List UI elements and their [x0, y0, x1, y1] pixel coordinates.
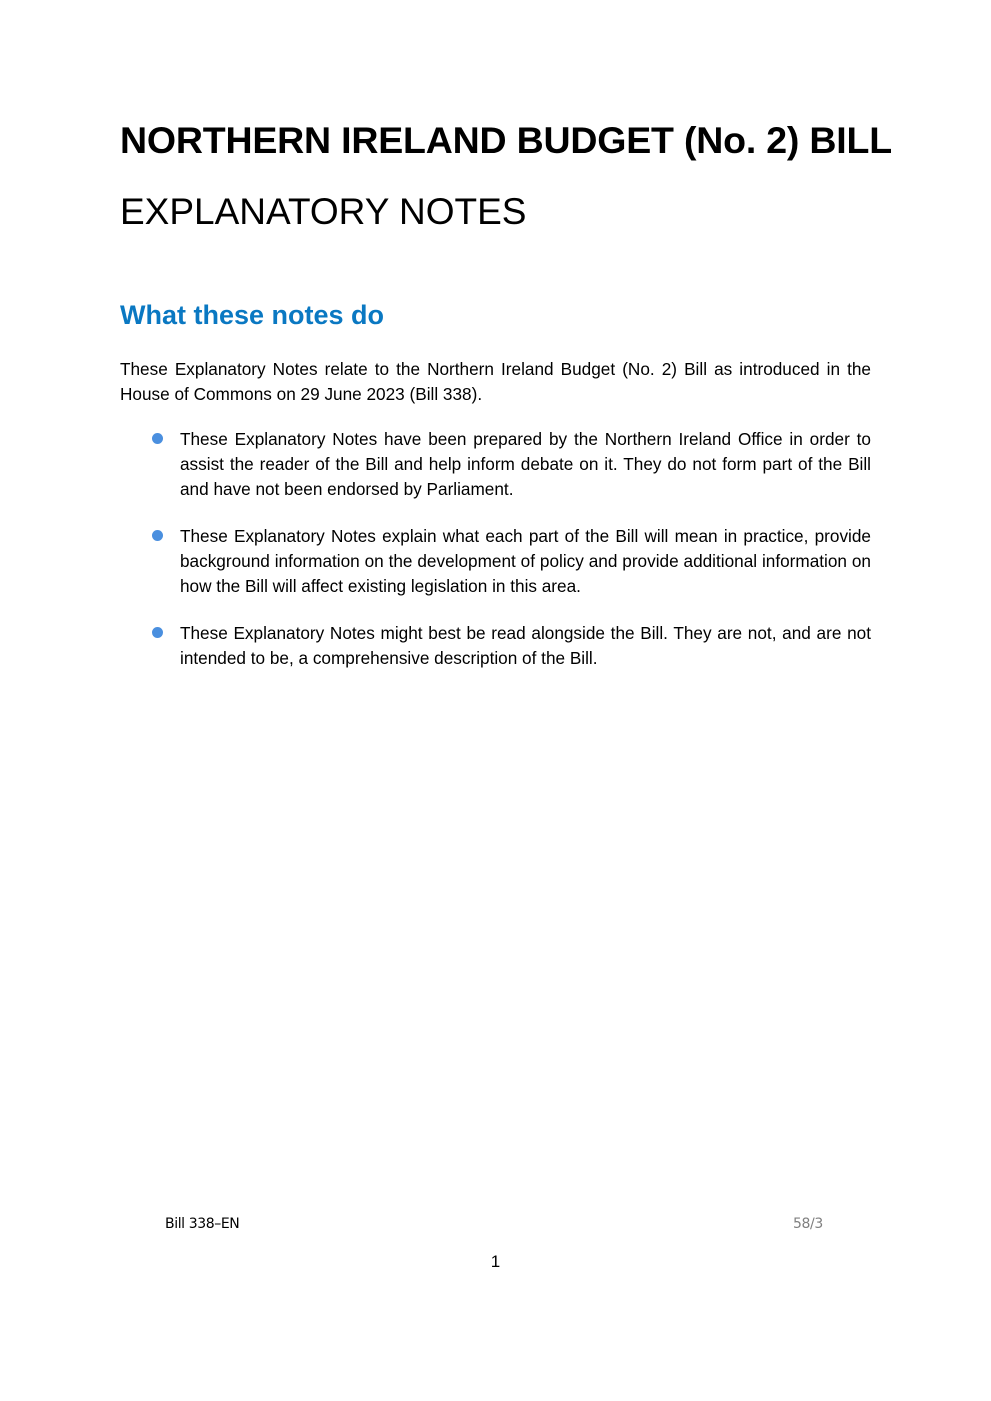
- bullet-text: These Explanatory Notes might best be read alongside the Bill. They are not, and are not intended to be, a comprehensive description of the Bill.: [180, 623, 871, 668]
- footer-bill-ref: Bill 338–EN: [165, 1216, 240, 1232]
- document-title: NORTHERN IRELAND BUDGET (No. 2) BILL: [120, 119, 892, 161]
- footer-code: 58/3: [793, 1216, 823, 1232]
- bullet-dot-icon: [152, 530, 163, 541]
- intro-paragraph: These Explanatory Notes relate to the Northern Ireland Budget (No. 2) Bill as introduced in the House of Commons on 29 June 2023 (Bill 338).: [120, 359, 871, 404]
- bullet-item: [120, 427, 871, 502]
- bullet-item: [120, 621, 871, 671]
- page-number: 1: [490, 1252, 501, 1271]
- document-subtitle: EXPLANATORY NOTES: [120, 191, 527, 232]
- bullet-dot-icon: [152, 627, 163, 638]
- section-heading: What these notes do: [120, 300, 385, 330]
- bullet-text: These Explanatory Notes have been prepared by the Northern Ireland Office in order to assist the reader of the Bill and help inform debate on it. They do not form part of the Bill and have not been endorsed by Parliament.: [180, 429, 871, 499]
- bullet-item: [120, 524, 871, 599]
- bullet-text: These Explanatory Notes explain what each part of the Bill will mean in practice, provide background information on the development of policy and provide additional information on how the Bill will affect existing legislation in this area.: [180, 526, 871, 596]
- bullet-dot-icon: [152, 433, 163, 444]
- bullet-list: [120, 427, 871, 693]
